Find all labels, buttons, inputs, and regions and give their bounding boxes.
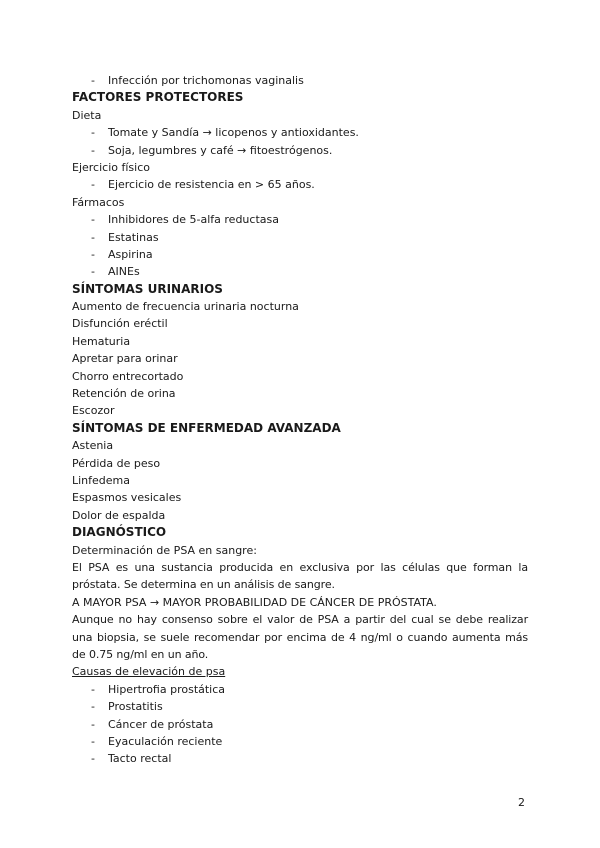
bullet-dash: - (91, 752, 95, 766)
bullet-dash: - (91, 178, 95, 192)
bullet-dash: - (91, 247, 95, 261)
list-item: - Eyaculación reciente (72, 733, 528, 750)
list-item: - Soja, legumbres y café → fitoestrógenos. (72, 142, 528, 159)
bullet-dash: - (91, 143, 95, 157)
list-item: - Tacto rectal (72, 750, 528, 767)
symptom-line: Apretar para orinar (72, 352, 178, 366)
list-item: - Infección por trichomonas vaginalis (72, 72, 528, 89)
list-item: - AINEs (72, 263, 528, 280)
paragraph: Determinación de PSA en sangre: (72, 543, 257, 557)
section-heading-factores-protectores: FACTORES PROTECTORES (72, 90, 244, 105)
bullet-dash: - (91, 717, 95, 731)
list-item: - Ejercicio de resistencia en > 65 años. (72, 176, 528, 193)
paragraph: Aunque no hay consenso sobre el valor de PSA a partir del cual se debe realizar una biopsia, se suele recomendar por encima de 4 ng/ml o cuando aumenta más de 0.75 ng/ml en un año. (72, 613, 528, 661)
symptom-line: Hematuria (72, 334, 131, 348)
page-number: 2 (518, 796, 525, 809)
subheading-dieta: Dieta (72, 108, 102, 122)
symptom-line: Espasmos vesicales (72, 491, 182, 505)
list-item: - Cáncer de próstata (72, 716, 528, 733)
paragraph: A MAYOR PSA → MAYOR PROBABILIDAD DE CÁNCER DE PRÓSTATA. (72, 595, 437, 609)
bullet-dash: - (91, 734, 95, 748)
bullet-dash: - (91, 700, 95, 714)
symptom-line: Disfunción eréctil (72, 317, 168, 331)
symptom-line: Chorro entrecortado (72, 369, 184, 383)
symptom-line: Pérdida de peso (72, 456, 161, 470)
subheading-causas: Causas de elevación de psa (72, 665, 226, 679)
bullet-dash: - (91, 126, 95, 140)
symptom-line: Aumento de frecuencia urinaria nocturna (72, 300, 299, 314)
document-page (72, 72, 528, 768)
bullet-dash: - (91, 74, 95, 87)
list-item: - Inhibidores de 5-alfa reductasa (72, 211, 528, 228)
bullet-dash: - (91, 682, 95, 696)
symptom-line: Dolor de espalda (72, 508, 166, 522)
bullet-dash: - (91, 230, 95, 244)
symptom-line: Escozor (72, 404, 115, 418)
list-item: - Prostatitis (72, 698, 528, 715)
subheading-farmacos: Fármacos (72, 195, 125, 209)
symptom-line: Linfedema (72, 473, 131, 487)
paragraph: El PSA es una sustancia producida en exclusiva por las células que forman la próstata. Se determina en un análisis de sangre. (72, 560, 528, 592)
list-item: - Aspirina (72, 246, 528, 263)
section-heading-sintomas-urinarios: SÍNTOMAS URINARIOS (72, 281, 223, 296)
list-item: - Hipertrofia prostática (72, 681, 528, 698)
subheading-ejercicio: Ejercicio físico (72, 160, 150, 174)
section-heading-diagnostico: DIAGNÓSTICO (72, 525, 167, 540)
symptom-line: Astenia (72, 439, 114, 453)
symptom-line: Retención de orina (72, 387, 176, 401)
bullet-dash: - (91, 265, 95, 279)
section-heading-enfermedad-avanzada: SÍNTOMAS DE ENFERMEDAD AVANZADA (72, 420, 341, 435)
bullet-dash: - (91, 213, 95, 227)
list-item: - Estatinas (72, 229, 528, 246)
list-item: - Tomate y Sandía → licopenos y antioxidantes. (72, 124, 528, 141)
